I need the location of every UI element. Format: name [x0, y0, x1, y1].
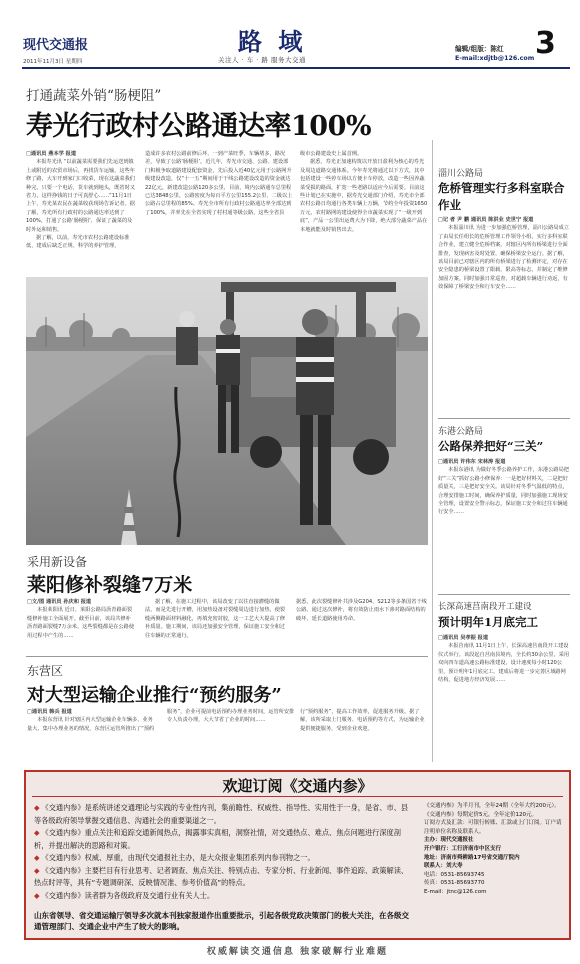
laiyang-body-3: 据悉，此次裂缝修补共涉及G204、S212等多条国省干线公路。通过这次修补，将有效防止雨水下渗对路面结构的破坏，延长道路使用寿命。	[296, 599, 427, 622]
bullet-icon: ◆	[34, 853, 40, 862]
zichuan-byline: □记 者 尹 鹏 通讯员 陈洪业 史世宁 报道	[438, 217, 534, 223]
laiyang-col-2	[145, 598, 287, 652]
lead-body-1b: 据了解，以前，寿光市农村公路建设标准低，建成后缺乏正规、科学的养护管理，	[26, 235, 130, 250]
promo-side-1: 《交通内参》为半月刊，全年24期（全年大约200元）。	[424, 803, 560, 809]
zichuan-kicker: 淄川公路局	[438, 169, 484, 179]
promo-title: 欢迎订阅《交通内参》	[222, 777, 373, 795]
laiyang-body-1: 本报莱阳讯 近日，莱阳公路局沥青路面裂缝修补施工全面展开。截至目前，该局共修补沥青路面裂缝7万余米。这些裂缝都是在公路使用过程中产生的……	[27, 607, 135, 639]
lead-body-3: 级市公路建设史上属首例。	[300, 151, 363, 157]
promo-side-7: 联系人：刘大寿	[424, 863, 463, 870]
section-title: 路 域	[238, 27, 307, 56]
masthead-rule	[22, 67, 570, 69]
photo-illustration	[26, 277, 428, 545]
promo-side-2: 《交通内参》每期定价5元，全年定价120元。	[424, 811, 537, 818]
promo-side-4: 主办：现代交通报社	[424, 837, 474, 844]
editor-line: 编辑/组版：陈红	[455, 45, 504, 53]
lead-body-3b: 据悉，寿光正加速构筑以开放日盈利为核心的寿光及周边道路交通体系。今年寿光将通过以下方式，其中包括建设一些停车场以方便卡车停放，改造一些因养蔬菜受损的路面，扩宽一些老路以适应今后需要。目前这些计划已在实施中，据寿光交通部门介绍，寿光市全部农村公路日均通行各类车辆上万辆，节约全年投资1650万元，农村路网的建设使得全市蔬菜实现了“一级开到底”，产品一公里出运费大为下降，绝大部分蔬菜产品在本地就能及时销售出去。	[300, 159, 428, 233]
laiyang-col-3	[296, 598, 428, 652]
promo-line-3: ◆ 《交通内参》权威、厚重，由现代交通报社主办，是大众报业集团系列内参刊物之一。	[34, 853, 315, 862]
changshen-body	[438, 634, 570, 762]
laiyang-col-1	[27, 598, 135, 652]
changshen-kicker: 长深高速莒南段开工建设	[438, 602, 532, 612]
donggang-byline: □通讯员 许伟东 宋林涛 报道	[438, 459, 506, 465]
paper-name: 现代交通报	[23, 38, 89, 53]
promo-highlight	[34, 910, 414, 932]
dongying-byline: □通讯员 韩兵 报道	[27, 709, 72, 715]
donggang-text: 本报东港讯 为做好冬季公路养护工作，东港公路局把好“三关”抓好公路小修保养：一是把好材料关，二是把好质量关，三是把好安全关。该局针对冬季气温低的特点，合理安排施工时间，确保养护质量，同时加强施工现场安全管理，设置安全警示标志，保证施工安全和过往车辆通行安全……	[438, 467, 569, 516]
zichuan-headline: 危桥管理实行多科室联合作业	[438, 181, 565, 212]
lead-body-1: 本报寿光讯 “以前蔬菜需要我们先运送到镇上或附近的农贸市场后，再找货车运输，这些年修了路，大车开到家门口收菜，现在这蔬菜我们种完，只要一个电话，货车就到地头，既省时又省力，这样挣钱的日子可真舒心……”11月1日上午，寿光某农民在蔬菜收获现场告诉记者。据了解，寿光所有行政村的公路通达率达到了100%，打通了公路‘肠梗阻’，保证了蔬菜的及时外运和销售。	[26, 159, 135, 233]
divider	[26, 656, 428, 657]
promo-line-4: ◆ 《交通内参》主要栏目有行业思考、记者调查、焦点关注、特别点击、专家分析、行业新闻、事件追踪、政策解读、热点时评等，具有“专题调研深、反映情况准、参考价值高”的特点。	[34, 865, 409, 887]
promo-box	[24, 770, 571, 940]
promo-side-3: 订阅方式及汇款：可银行转账、汇款或上门订阅。订户请注明单位名称及联系人。	[424, 820, 562, 835]
bullet-icon: ◆	[34, 828, 40, 837]
promo-line-2: ◆ 《交通内参》重点关注和追踪交通新闻热点，揭露事实真相，洞察社情，对交通热点、难点、焦点问题进行深度剖析，并提出解决的思路和对策。	[34, 828, 401, 850]
dongying-col-2	[300, 708, 428, 764]
dongying-body-2: 行“预约服务”，提高工作效率，促进服务升级。据了解，该所采取上门服务、电话预约等方式，为运输企业提供便捷服务，受到企业欢迎。	[300, 709, 425, 732]
changshen-byline: □通讯员 吴孝振 报道	[438, 635, 489, 641]
dongying-headline: 对大型运输企业推行“预约服务”	[27, 685, 282, 706]
donggang-body	[438, 458, 570, 588]
dongying-kicker: 东营区	[27, 664, 64, 678]
lead-byline: □通讯员 燕本学 报道	[26, 151, 77, 157]
laiyang-byline: □文/图 通讯员 孙庆和 报道	[27, 599, 92, 605]
section-subtitle: 关注人 · 车 · 路 服务大交通	[218, 56, 306, 64]
bullet-icon: ◆	[34, 865, 40, 875]
lead-headline: 寿光行政村公路通达率100%	[26, 111, 372, 142]
zichuan-body	[438, 216, 570, 404]
promo-side	[424, 802, 564, 897]
lead-col-3	[300, 150, 428, 275]
promo-footer: 权威解读交通信息 独家破解行业难题	[206, 947, 389, 957]
dongying-col-1	[27, 708, 297, 764]
page-number: 3	[535, 26, 556, 61]
laiyang-headline: 莱阳修补裂缝7万米	[27, 574, 193, 596]
promo-side-9: 传真：0531-85693770	[424, 880, 485, 887]
email: E-mail:xdjtb@126.com	[455, 55, 535, 62]
laiyang-kicker: 采用新设备	[27, 555, 88, 569]
promo-side-6: 地址：济南市舜耕路17号省交通厅院内	[424, 854, 520, 861]
lead-body-2: 造成许多农村公路前修后坏，一到产菜旺季，车辆堵多，路况差，导致了公路‘肠梗阻’。近几年，寿光市交通、公路、建设部门积极争取道路建设配套资金，先后投入近40亿元用于公路网升级建设改造，仅“十一五”期间用于干线公路建设改造的资金就达22亿元，新建改造公路120多公里，目前，境内公路通车总里程已达3848公里，公路密度为每百平方公里155.2公里，二级以上公路占总里程的85%。寿光全市所有行政村公路通达率全部达到了100%，并率先在全省实现了村村通等级公路，这些全省县	[145, 151, 293, 216]
lead-col-1	[26, 150, 136, 275]
right-divider-1	[438, 418, 570, 419]
promo-lines	[34, 802, 414, 902]
promo-side-8: 电话：0531-85693745	[424, 871, 485, 878]
lead-kicker: 打通蔬菜外销“肠梗阻”	[26, 88, 162, 104]
bullet-icon: ◆	[34, 890, 40, 900]
promo-line-5: ◆ 《交通内参》读者群为各级政府及交通行业有关人士。	[34, 890, 215, 900]
right-column-rule	[432, 140, 433, 762]
promo-side-10: E-mail：jtnc@126.com	[424, 888, 487, 895]
promo-highlight-text: 山东省领导、省交通运输厅领导多次就本刊独家报道作出重要批示，引起各级党政决策部门的极大关注，在各级交通管理部门、交通企业中产生了较大的影响。	[34, 911, 409, 931]
promo-side-5: 开户银行：工行济南市中区支行	[424, 845, 502, 852]
right-divider-2	[438, 594, 570, 595]
zichuan-text: 本报淄川讯 为进一步加强危桥管理，淄川公路局成立了由局长任组长的危桥管理工作领导小组，实行多科室联合作业，建立健全危桥档案，对辖区内所有桥梁进行全面排查，发现病害及时处置，确保桥梁安全运行。据了解，该局目前已对辖区内的所有桥梁进行了检测评定，对存在安全隐患的桥梁设置了限载、限高等标志，并制定了维修加固方案。同时加强日常巡查，对超载车辆进行劝返，有效保障了桥梁安全和行车安全……	[438, 225, 569, 291]
donggang-headline: 公路保养把好“三关”	[438, 439, 544, 453]
date-line: 2011年11月3日 星期四	[23, 59, 83, 65]
road-repair-photo	[26, 277, 428, 545]
lead-col-2	[145, 150, 293, 275]
changshen-headline: 预计明年1月底完工	[438, 615, 539, 629]
donggang-kicker: 东港公路局	[438, 427, 484, 437]
bullet-icon: ◆	[34, 803, 40, 812]
promo-title-rule	[32, 796, 563, 797]
changshen-text: 本报莒南讯 11月1日上午，长深高速莒南段开工建设仪式举行。该段起自莒南县境内，全长约30余公里，采用双向四车道高速公路标准建设，设计速度每小时120公里，预计明年1月底完工。建成后将进一步完善区域路网结构，促进地方经济发展……	[438, 643, 570, 684]
dongying-body-1: 本报东营讯 针对辖区内大型运输企业车辆多、业务量大、集中办理业务的情况，东营区运管所推出了“预约服务”，企业可提前电话预约办理业务时间，运管所安排专人负责办理，大大节省了企业的时间……	[27, 709, 295, 732]
masthead	[0, 0, 580, 80]
laiyang-body-2: 据了解，在施工过程中，该局改变了以往直接灌缝的做法，而是先进行开槽，用加热设备对裂缝周边进行加热，使裂缝两侧路面材料融化，再填充密封胶，这一工艺大大提高了修补质量。施工期间，该局还加强安全管理，保证施工安全和过往车辆的正常通行。	[145, 599, 286, 639]
promo-line-1: ◆ 《交通内参》是系统讲述交通理论与实践的专业性内刊，集前瞻性、权威性、指导性、实用性于一身，是省、市、县等各级政府领导掌握交通信息、沟通社会的重要渠道之一。	[34, 803, 409, 825]
